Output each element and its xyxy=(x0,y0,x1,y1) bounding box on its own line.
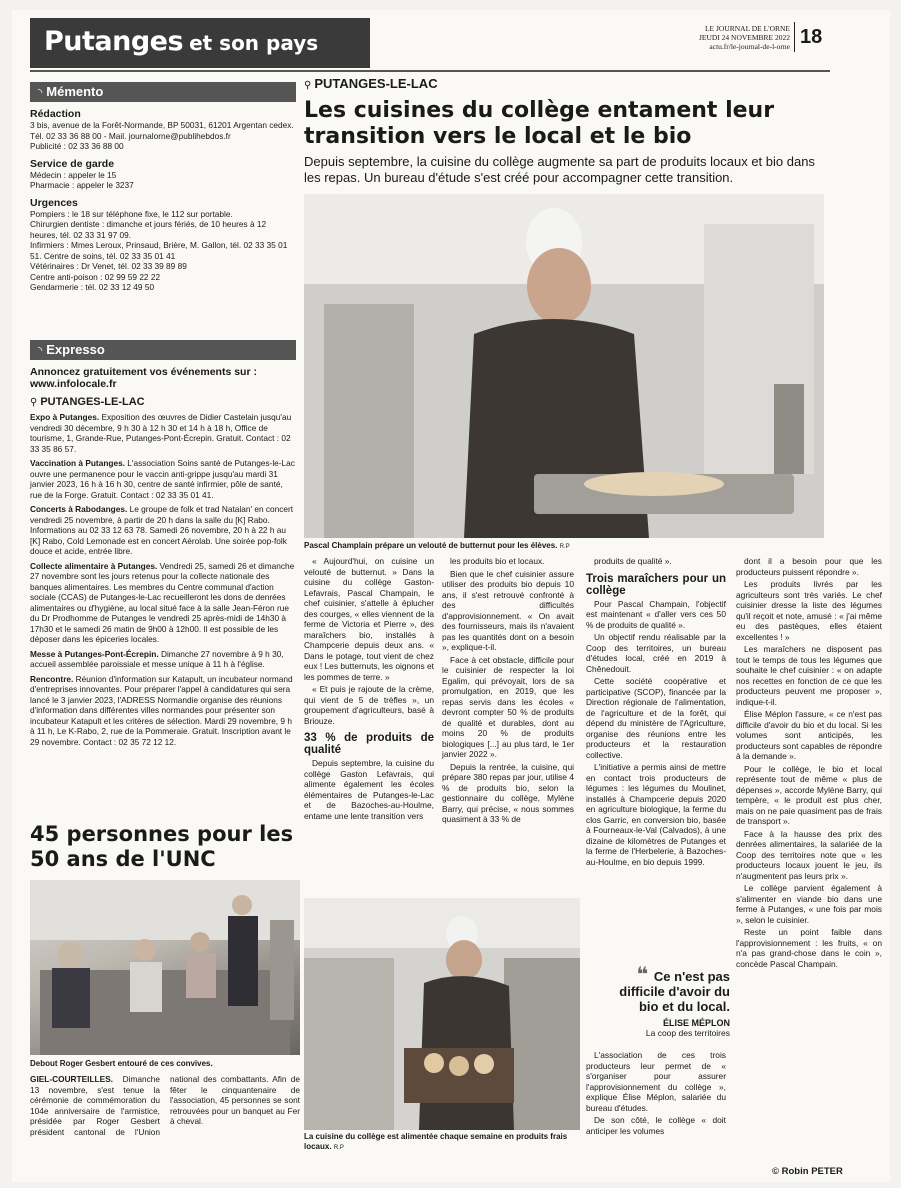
annonce-link[interactable]: www.infolocale.fr xyxy=(30,378,117,390)
section-subtitle: et son pays xyxy=(189,31,319,55)
unc-headline: 45 personnes pour les 50 ans de l'UNC xyxy=(30,822,294,871)
entry-text: Le groupe de folk et trad Natalan' en concert vendredi 25 novembre, à partir de 20 h dans la salle du [K] Rabo. Informations au 02 33 12 63 78. Samedi 26 novembre, 20 h à 22 h au [K] Rabo, Cold Lemonade est en concert Aérolab. Une soirée pop-folk douce et acide, entrée libre. xyxy=(30,504,294,556)
entry-text: Dimanche 27 novembre à 9 h 30, accueil assemblée paroissiale et messe unique à 11 h à l'église. xyxy=(30,648,284,669)
article-paragraph: les produits bio et locaux. xyxy=(450,556,545,566)
article-subheading: 33 % de produits de qualité xyxy=(304,732,434,756)
article-column-3-end xyxy=(586,1050,726,1138)
memento-block xyxy=(30,158,296,191)
memento-blocks xyxy=(30,108,296,293)
article-paragraph: Un objectif rendu réalisable par la Coop des territoires, un bureau d'études local, créé en 2019 à Chênedouit. xyxy=(586,632,726,674)
memento-header xyxy=(30,82,296,102)
unc-body xyxy=(30,1074,300,1137)
unc-photo-illustration xyxy=(30,880,300,1055)
expresso-annonce xyxy=(30,366,296,390)
section-title: Putanges xyxy=(44,26,184,57)
article-subheading: Trois maraîchers pour un collège xyxy=(586,572,726,597)
kitchen-photo-illustration xyxy=(304,898,580,1130)
entry-lead: Rencontre. xyxy=(30,673,74,684)
photo-credit: R.P xyxy=(333,1145,344,1151)
article-paragraph: produits de qualité ». xyxy=(594,556,672,566)
article-paragraph: Le collège parvient également à s'alimenter en viande bio dans une ferme à Putanges, « une fois par mois », selon le cuisinier. xyxy=(736,883,882,925)
entry-lead: Vaccination à Putanges. xyxy=(30,458,125,468)
quote-body: Ce n'est pas difficile d'avoir du bio et du local. xyxy=(619,969,730,1014)
article-location xyxy=(304,76,438,91)
article-chapo: Depuis septembre, la cuisine du collège augmente sa part de produits locaux et bio dans les repas. Un bureau d'étude s'est créé pour accompagner cette transition. xyxy=(304,154,815,185)
header-divider xyxy=(30,70,830,72)
article-paragraph: Face à la hausse des prix des denrées alimentaires, la salariée de la Coop des territoires note que « les producteurs locaux jouent le jeu, ils n'augmentent pas leurs prix ». xyxy=(736,828,882,881)
expresso-location xyxy=(30,396,296,408)
article-column-4 xyxy=(736,556,882,971)
chef-caption-text: Pascal Champlain prépare un velouté de butternut pour les élèves. xyxy=(304,541,558,550)
page-number: 18 xyxy=(794,22,824,52)
memento-line: Pompiers : le 18 sur téléphone fixe, le 112 sur portable. xyxy=(30,208,233,219)
kitchen-caption-text: La cuisine du collège est alimentée chaque semaine en produits frais locaux. xyxy=(304,1132,568,1151)
location-pin-icon: ⚲ xyxy=(30,397,38,408)
section-banner xyxy=(30,18,370,68)
memento-line: 3 bis, avenue de la Forêt-Normande, BP 50031, 61201 Argentan cedex. Tél. 02 33 36 88 00 - Mail. journalorne@publihebdos.fr xyxy=(30,120,294,141)
memento-line: Centre anti-poison : 02 99 59 22 22 xyxy=(30,271,161,282)
memento-line: Médecin : appeler le 15 xyxy=(30,169,117,180)
paper-info xyxy=(692,24,790,51)
entry-text: Réunion d'information sur Katapult, un incubateur normand d'entreprises innovantes. Pour préparer l'appel à candidatures qui sera lancé le 3 janvier 2023, l'ADRESS Normandie organise des réunions d'information dans différentes villes normandes pour présenter son incubateur Katapult et les critères de sélection. Mardi 29 novembre, 9 h à 11 h, Le K-Rabo, 2, rue de la Pommeraie. Gratuit. Inscription avant le 29 novembre. Contact : 02 35 72 12 12. xyxy=(30,673,293,747)
article-paragraph: Depuis la rentrée, la cuisine, qui prépare 380 repas par jour, utilise 4 % de produits bio, selon la gestionnaire du collège, Mylène Barry, qui précise, « nous sommes quasiment à 33 % de xyxy=(442,761,574,824)
article-paragraph: Élise Méplon l'assure, « ce n'est pas difficile d'avoir du bio et du local. Si les volumes sont anticipés, les producteurs sont capables de répondre à la demande ». xyxy=(736,709,882,761)
memento-line: Publicité : 02 33 36 88 00 xyxy=(30,141,124,151)
memento-line: Chirurgien dentiste : dimanche et jours fériés, de 10 heures à 12 heures, tél. 02 33 31 97 09. xyxy=(30,219,267,240)
unc-text: Dimanche 13 novembre, s'est tenue la cérémonie de commémoration du 104e anniversaire de l'armistice, présidée par Roger Gesbert président cantonal de l'Union national des combattants. Afin de fêter le cinquantenaire de l'association, 45 personnes se sont retrouvées pour un banquet au Fer à cheval. xyxy=(30,1074,300,1137)
newspaper-page xyxy=(12,10,890,1182)
chef-photo-caption xyxy=(304,541,824,552)
article-paragraph: dont il a besoin pour que les producteurs puissent répondre ». xyxy=(736,556,882,577)
pull-quote xyxy=(602,964,730,1038)
expresso-entries xyxy=(30,412,296,747)
article-paragraph: De son côté, le collège « doit anticiper les volumes xyxy=(586,1115,726,1136)
unc-photo-caption: Debout Roger Gesbert entouré de ces convives. xyxy=(30,1059,213,1068)
annonce-text: Annoncez gratuitement vos événements sur : xyxy=(30,366,257,378)
article-location-label: PUTANGES-LE-LAC xyxy=(314,76,438,91)
expresso-header xyxy=(30,340,296,360)
memento-block-head: Service de garde xyxy=(30,157,115,170)
article-paragraph: Pour Pascal Champain, l'objectif est maintenant « d'aller vers ces 50 % de produits de qualité ». xyxy=(586,598,726,630)
article-paragraph: « Et puis je rajoute de la crème, qui vient de 5 de trèfles », un groupement d'agriculteurs, basé à Briouze. xyxy=(304,684,434,726)
memento-block-head: Urgences xyxy=(30,196,78,209)
article-column-1 xyxy=(304,556,434,823)
chef-photo xyxy=(304,194,824,538)
article-paragraph: Reste un point faible dans l'approvisionnement : les fruits, « on n'a pas grand-chose dans le coin », concède Pascal Champain. xyxy=(736,927,882,969)
expresso-location-label: PUTANGES-LE-LAC xyxy=(40,396,145,408)
memento-block xyxy=(30,108,296,152)
memento-block-head: Rédaction xyxy=(30,108,81,120)
expresso-entry xyxy=(30,458,296,500)
quote-role: La coop des territoires xyxy=(645,1028,730,1038)
location-pin-icon: ⚲ xyxy=(304,80,312,91)
article-paragraph: Face à cet obstacle, difficile pour le cuisinier de respecter la loi Egalim, qui prévoyait, lors de sa promulgation, en 2019, que les repas servis dans les écoles « devront compter 50 % de produits de qualité et durables, dont au moins 20 % de produits biologiques [...] au plus tard, le 1er janvier 2022 ». xyxy=(442,654,574,759)
article-column-2 xyxy=(442,556,574,827)
photo-credit: R.P xyxy=(559,544,570,550)
memento-line: Vétérinaires : Dr Venet, tél. 02 33 39 89 89 xyxy=(30,261,187,271)
entry-lead: Expo à Putanges. xyxy=(30,412,100,422)
memento-line: Infirmiers : Mmes Leroux, Prinsaud, Brière, M. Gallon, tél. 02 33 35 01 51. Centre de soins, tél. 02 33 35 01 41 xyxy=(30,240,288,261)
article-paragraph: Cette société coopérative et participative (SCOP), financée par la Direction régionale de l'alimentation, de l'agriculture et de la forêt, qui dépend du ministère de l'Agriculture, organise des réunions entre les producteurs et la restauration collective. xyxy=(586,676,726,760)
unc-photo xyxy=(30,880,300,1055)
paper-date: JEUDI 24 NOVEMBRE 2022 xyxy=(698,33,790,42)
article-paragraph: « Aujourd'hui, on cuisine un velouté de butternut. » Dans la cuisine du collège Gaston-Lefavrais, Pascal Champain, le chef cuisinier, s'attelle à éplucher des courges, « elles viennent de la ferme de Victoria et Pierre », des maraîchers bio, installés à Champcerie depuis deux ans. « Dans le potage, tout vient de chez eux ! Les butternuts, les oignons et les pommes de terre. » xyxy=(304,556,434,682)
article-paragraph: Pour le collège, le bio et local représente tout de même « plus de dépenses », accorde Mylène Barry, qui tempère, « le produit est plus cher, mais on ne paie quasiment pas de frais de transport ». xyxy=(736,763,882,826)
expresso-entry xyxy=(30,649,296,670)
expresso-entry xyxy=(30,561,296,645)
entry-text: L'association Soins santé de Putanges-le-Lac ouvre une permanence pour le vaccin anti-grippe jusqu'au mardi 31 janvier 2023, 16 h à 16 h 30, centre de santé infirmier, pôle de santé, rue de la Forge. Gratuit. Contact : 02 33 35 01 41. xyxy=(30,458,295,500)
expresso-box xyxy=(30,340,296,747)
entry-lead: Messe à Putanges-Pont-Écrepin. xyxy=(30,648,159,659)
memento-block xyxy=(30,197,296,293)
unc-place: GIEL-COURTEILLES. xyxy=(30,1074,113,1084)
entry-lead: Concerts à Rabodanges. xyxy=(30,504,128,514)
chef-photo-illustration xyxy=(304,194,824,538)
expresso-entry xyxy=(30,412,296,454)
memento-title: Mémento xyxy=(46,84,104,99)
pull-quote-text xyxy=(602,964,730,1014)
expresso-title: Expresso xyxy=(46,342,105,357)
quote-mark-icon: ❝ xyxy=(636,964,654,986)
memento-line: Pharmacie : appeler le 3237 xyxy=(30,180,134,190)
quote-author: ÉLISE MÉPLON xyxy=(662,1018,730,1028)
kitchen-photo-caption xyxy=(304,1132,580,1153)
paper-name: LE JOURNAL DE L'ORNE xyxy=(704,24,790,33)
entry-text: Vendredi 25, samedi 26 et dimanche 27 novembre sont les jours retenus pour la collecte nationale des banques alimentaires. Les membres du Centre communal d'action sociale (CCAS) de Putanges-le-Lac recueilleront les dons de denrées alimentaires ou d'hygiène, au local situé face à la salle Jean-Féron rue du Dr Prodhomme de Putanges le vendredi 25 après-midi de 14h30 à 17h30 et le samedi 26 matin de 9h00 à 12h00. Il est possible de les déposer dans les épiceries locales. xyxy=(30,560,295,644)
expresso-entry xyxy=(30,674,296,748)
article-paragraph: Depuis septembre, la cuisine du collège Gaston Lefavrais, qui alimente également les écoles élémentaires de Putanges-le-Lac et de Bazoches-au-Houlme, entame une lente transition vers xyxy=(304,758,434,821)
article-paragraph: L'initiative a permis ainsi de mettre en contact trois producteurs de légumes : les légumes du Moulinet, installés à Champcerie depuis 2020 en agriculture biologique, la ferme du clos Garric, en conversion bio, basée à Fourneaux-le-Val (Calvados), à une dizaine de kilomètres de Putanges et la ferme de l'Herbelerie, à Bazoches-au-Houlme, en bio depuis 1999. xyxy=(586,762,726,867)
article-paragraph: L'association de ces trois producteurs leur permet de « s'organiser pour assurer l'approvisionnement du collège », explique Élise Méplon, salariée du bureau d'études. xyxy=(586,1050,726,1113)
article-column-3 xyxy=(586,556,726,869)
article-author: © Robin PETER xyxy=(772,1166,843,1177)
article-paragraph: Les maraîchers ne disposent pas tout le temps de tous les légumes que souhaite le chef cuisinier : « on adapte nos recettes en fonction de ce que les producteurs peuvent me proposer », indique-t-il. xyxy=(736,644,882,707)
entry-lead: Collecte alimentaire à Putanges. xyxy=(30,560,158,571)
article-paragraph: Les produits livrés par les agriculteurs sont très variés. Le chef cuisinier dresse la liste des légumes qu'il reçoit et note, amusé : « j'ai même eu des pastèques, elles étaient excellentes ! » xyxy=(736,579,882,642)
article-paragraph: Bien que le chef cuisinier assure utiliser des produits bio depuis 10 ans, il s'est retrouvé confronté à des difficultés d'approvisionnement. « On avait des fournisseurs, mais ils n'avaient pas les quantités dont on a besoin », explique-t-il. xyxy=(442,568,574,652)
memento-line: Gendarmerie : tél. 02 33 12 49 50 xyxy=(30,282,155,292)
rss-icon: ◝ xyxy=(38,345,43,357)
kitchen-photo xyxy=(304,898,580,1130)
memento-box xyxy=(30,82,296,293)
rss-icon: ◝ xyxy=(38,87,43,99)
paper-site: actu.fr/le-journal-de-l-orne xyxy=(709,42,790,51)
entry-text: Exposition des œuvres de Didier Castelain jusqu'au vendredi 30 décembre, 9 h 30 à 12 h 30 et 14 h à 18 h, Office de tourisme, 1, Grande-Rue, Putanges-Pont-Écrepin. Gratuit. Contact : 02 33 35 86 57. xyxy=(30,412,292,454)
article-headline: Les cuisines du collège entament leur transition vers le local et le bio xyxy=(304,98,775,149)
expresso-entry xyxy=(30,504,296,557)
